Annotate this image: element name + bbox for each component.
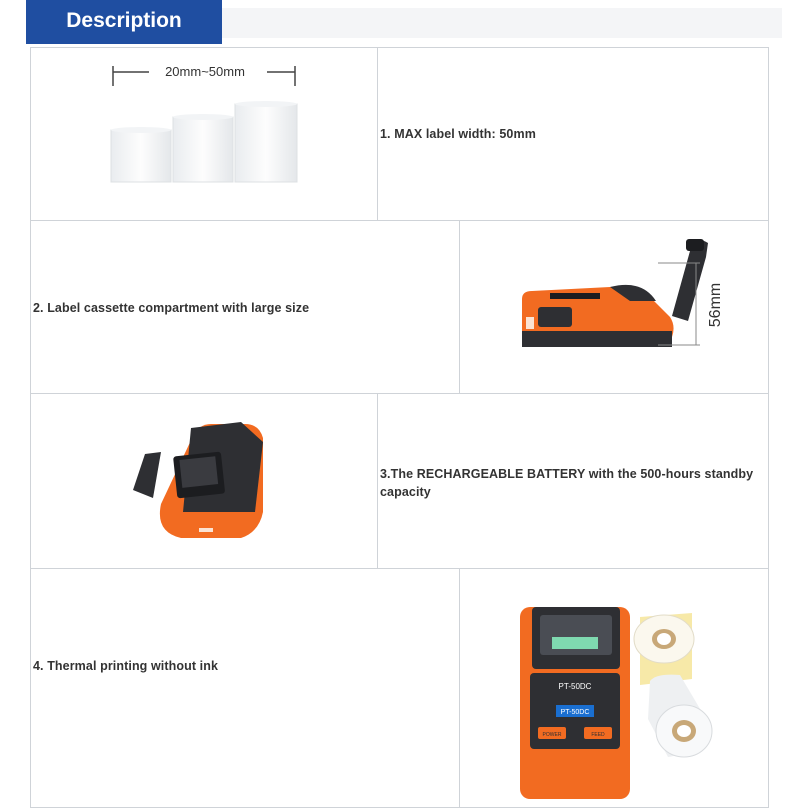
feature-text-3: 3.The RECHARGEABLE BATTERY with the 500-hours standby capacity (380, 467, 754, 499)
label-rolls-image (31, 48, 378, 221)
row2-image-cell (459, 220, 769, 394)
row1-image-cell (30, 47, 378, 221)
feature-text-1: 1. MAX label width: 50mm (380, 127, 536, 141)
printer-battery-image (31, 394, 378, 569)
row1-text-cell (377, 47, 769, 221)
row3-text-cell (377, 393, 769, 569)
feature-text-2: 2. Label cassette compartment with large size (33, 301, 310, 315)
power-button-label: POWER (542, 732, 562, 738)
row3-image-cell (30, 393, 378, 569)
description-tab: Description (26, 0, 222, 44)
header-bar (222, 8, 782, 38)
feed-button-label: FEED (591, 732, 605, 738)
row4-image-cell (459, 568, 769, 808)
printer-with-rolls-image (460, 569, 769, 801)
width-range-label: 20mm~50mm (165, 64, 245, 79)
feature-text-4: 4. Thermal printing without ink (33, 659, 219, 673)
screen-text: PT-50DC (560, 709, 590, 716)
model-label: PT-50DC (558, 682, 592, 691)
printer-open-lid-image (460, 221, 769, 394)
row2-text-cell (30, 220, 460, 394)
row4-text-cell (30, 568, 460, 808)
height-label: 56mm (707, 282, 724, 328)
